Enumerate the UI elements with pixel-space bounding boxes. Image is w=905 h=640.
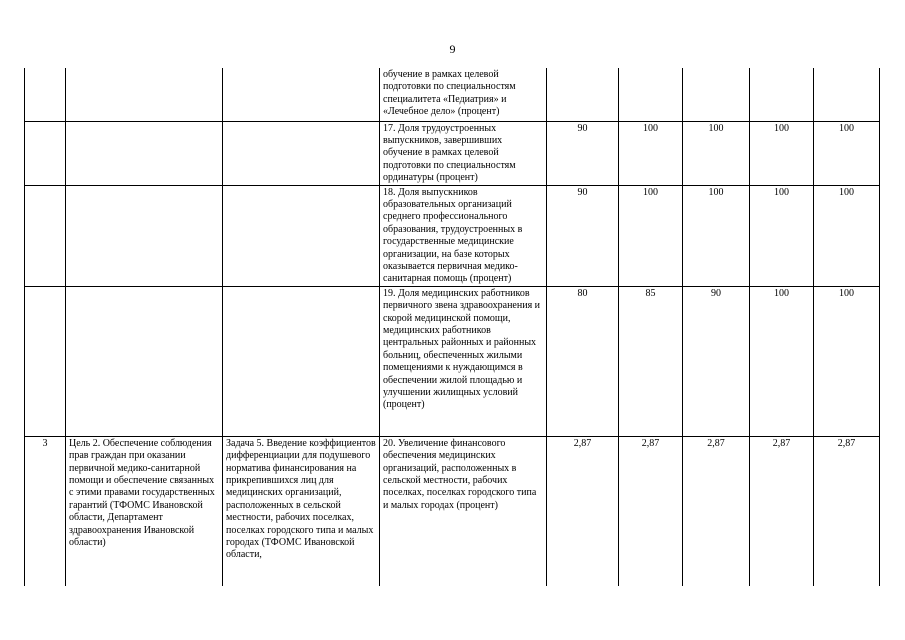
table-row (25, 68, 880, 121)
value-cell: 90 (547, 185, 619, 286)
value-cell: 100 (683, 185, 750, 286)
task-cell (223, 121, 380, 185)
value-cell (547, 68, 619, 121)
row-number-cell (25, 121, 66, 185)
task-cell (223, 68, 380, 121)
value-cell: 100 (750, 286, 814, 436)
page-number: 9 (449, 42, 456, 56)
goal-cell (66, 185, 223, 286)
goal-cell: Цель 2. Обеспечение соблюдения прав граждан при оказании первичной медико-санитарной помощи и обеспечение связанных с этими правами государственных гарантий (ТФОМС Ивановской области, Департамент здравоохранения Ивановской области) (66, 436, 223, 586)
value-cell: 2,87 (814, 436, 880, 586)
value-cell: 100 (814, 121, 880, 185)
value-cell: 100 (814, 286, 880, 436)
value-cell (619, 68, 683, 121)
value-cell (814, 68, 880, 121)
value-cell: 100 (619, 185, 683, 286)
table-row (25, 185, 880, 286)
row-number-cell (25, 68, 66, 121)
task-cell (223, 286, 380, 436)
row-number-cell: 3 (25, 436, 66, 586)
value-cell: 2,87 (750, 436, 814, 586)
value-cell: 2,87 (547, 436, 619, 586)
value-cell: 100 (814, 185, 880, 286)
indicator-cell: 19. Доля медицинских работников первичного звена здравоохранения и скорой медицинской помощи, медицинских работников центральных районных и районных больниц, обеспеченных жилыми помещениями к нуждающимся в обеспечении жилой площадью и улучшении жилищных условий (процент) (380, 286, 547, 436)
value-cell: 90 (547, 121, 619, 185)
table-row (25, 121, 880, 185)
goal-cell (66, 121, 223, 185)
indicator-cell: 20. Увеличение финансового обеспечения медицинских организаций, расположенных в сельской местности, рабочих поселках, поселках городского типа и малых городах (процент) (380, 436, 547, 586)
value-cell: 2,87 (683, 436, 750, 586)
value-cell (683, 68, 750, 121)
value-cell (750, 68, 814, 121)
value-cell: 2,87 (619, 436, 683, 586)
indicator-cell: 18. Доля выпускников образовательных организаций среднего профессионального образования, трудоустроенных в государственные медицинские организации, на базе которых оказывается первичная медико-санитарная помощь (процент) (380, 185, 547, 286)
row-number-cell (25, 185, 66, 286)
value-cell: 100 (750, 121, 814, 185)
goal-cell (66, 286, 223, 436)
value-cell: 100 (750, 185, 814, 286)
table-row (25, 286, 880, 436)
value-cell: 100 (683, 121, 750, 185)
indicator-cell: обучение в рамках целевой подготовки по специальностям специалитета «Педиатрия» и «Лечебное дело» (процент) (380, 68, 547, 121)
table-row (25, 436, 880, 586)
goal-cell (66, 68, 223, 121)
value-cell: 85 (619, 286, 683, 436)
value-cell: 100 (619, 121, 683, 185)
task-cell: Задача 5. Введение коэффициентов дифференциации для подушевого норматива финансирования на прикрепившихся лиц для медицинских организаций, расположенных в сельской местности, рабочих поселках, поселках городского типа и малых городах (ТФОМС Ивановской области, (223, 436, 380, 586)
value-cell: 80 (547, 286, 619, 436)
value-cell: 90 (683, 286, 750, 436)
indicator-cell: 17. Доля трудоустроенных выпускников, завершивших обучение в рамках целевой подготовки по специальностям ординатуры (процент) (380, 121, 547, 185)
indicators-table (24, 68, 880, 586)
task-cell (223, 185, 380, 286)
row-number-cell (25, 286, 66, 436)
